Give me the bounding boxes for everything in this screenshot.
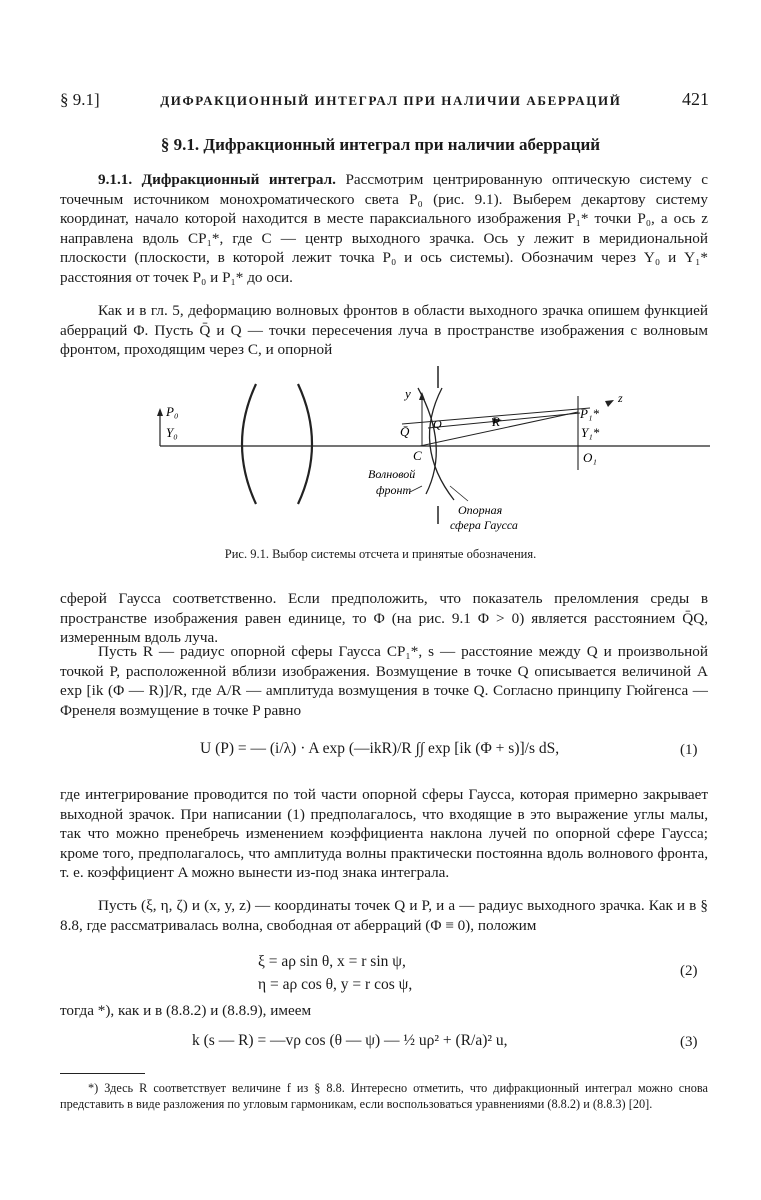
header-section: § 9.1]: [60, 90, 100, 109]
label-z: z: [618, 391, 623, 405]
paragraph-7: тогда *), как и в (8.8.2) и (8.8.9), имеем: [60, 1002, 312, 1019]
equation-3: k (s — R) = —vρ cos (θ — ψ) — ½ uρ² + (R/a)² u,: [192, 1032, 508, 1049]
figure-9-1: [150, 366, 730, 544]
equation-1: U (P) = — (i/λ) · A exp (—ikR)/R ∫∫ exp [ik (Φ + s)]/s dS,: [200, 740, 560, 757]
running-header: [60, 89, 709, 111]
paragraph-2: Как и в гл. 5, деформацию волновых фронтов в области выходного зрачка опишем функцией аберраций Φ. Пусть Q̄ и Q — точки пересечения луча в пространстве изображения с волновым фронтом, проходящим через C, и опорной: [60, 302, 708, 359]
wavefront-curve: [418, 388, 436, 494]
reference-sphere-curve: [430, 388, 455, 500]
paragraph-4: Пусть R — радиус опорной сферы Гаусса CP₁*, s — расстояние между Q и произвольной точкой P, расположенной вблизи изображения. Возмущение в точке Q описывается величиной A exp [ik (Φ — R)]/R, где A/R — амплитуда возмущения в точке Q. Согласно принципу Гюйгенса — Френеля возмущение в точке P равно: [60, 643, 708, 719]
object-arrow-head: [157, 408, 163, 416]
paragraph-3: сферой Гаусса соответственно. Если предположить, что показатель преломления среды в пространстве изображения равен единице, то Φ (на рис. 9.1 Φ > 0) является расстоянием Q̄Q, измеренным вдоль луча.: [60, 590, 708, 647]
lens-right-surface: [298, 384, 312, 504]
label-y0: Y₀: [166, 425, 178, 440]
equation-3-number: (3): [680, 1034, 698, 1050]
label-o1: O₁: [583, 450, 597, 465]
equation-2-line-1: ξ = aρ sin θ, x = r sin ψ,: [258, 953, 406, 970]
label-c: C: [413, 448, 422, 463]
equation-2: [258, 950, 412, 996]
label-qbar: Q̄: [400, 424, 410, 439]
label-y: y: [405, 386, 411, 401]
wavefront-callout: [410, 486, 422, 492]
section-title: § 9.1. Дифракционный интеграл при наличии аберраций: [160, 135, 601, 154]
equation-2-number: (2): [680, 963, 698, 979]
label-p0: P₀: [166, 404, 179, 419]
label-p1: P₁*: [580, 406, 599, 421]
figure-caption: Рис. 9.1. Выбор системы отсчета и принятые обозначения.: [224, 547, 537, 561]
paragraph-6: Пусть (ξ, η, ζ) и (x, y, z) — координаты точек Q и P, и a — радиус выходного зрачка. Как и в § 8.8, где рассматривалась волна, свободная от аберраций (Φ ≡ 0), положим: [60, 897, 708, 934]
footnote-rule: [60, 1073, 145, 1074]
label-sphere1: Опорная: [458, 503, 503, 517]
label-wave1: Волновой: [368, 467, 416, 481]
paragraph-1: [60, 170, 708, 288]
label-y1: Y₁*: [581, 425, 600, 440]
label-r: R: [492, 414, 500, 429]
paragraph-1-text: Рассмотрим центрированную оптическую систему с точечным источником монохроматического света P₀ (рис. 9.1). Выберем декартову систему координат, начало которой находится в месте параксиального изображения P₁* точки P₀, а ось z направлена вдоль CP₁*, где C — центр выходного зрачка. Ось y лежит в меридиональной плоскости (плоскости, в которой лежит точка P₀ и ось системы). Обозначим через Y₀ и Y₁* расстояния от точек P₀ и P₁* до оси.: [60, 171, 708, 286]
header-title: ДИФРАКЦИОННЫЙ ИНТЕГРАЛ ПРИ НАЛИЧИИ АБЕРРАЦИЙ: [160, 93, 622, 108]
lens-left-surface: [242, 384, 256, 504]
footnote: *) Здесь R соответствует величине f из § 8.8. Интересно отметить, что дифракционный интеграл можно снова представить в виде разложения по угловым гармоникам, если воспользоваться уравнениями (8.8.2) и (8.8.3) [20].: [60, 1081, 708, 1111]
page-number: 421: [682, 89, 709, 109]
subsection-heading: 9.1.1. Дифракционный интеграл.: [98, 171, 336, 188]
label-wave2: фронт: [376, 483, 412, 497]
equation-1-number: (1): [680, 742, 698, 758]
z-axis-head: [605, 400, 614, 407]
paragraph-5: где интегрирование проводится по той части опорной сферы Гаусса, которая примерно закрывает выходной зрачок. При написании (1) предполагалось, что входящие в это выражение углы малы, так что можно пренебречь изменением коэффициента наклона лучей по опорной сфере Гаусса; кроме того, предполагалось, что амплитуда волны практически постоянна вдоль волнового фронта, т. е. коэффициент A можно вынести из-под знака интеграла.: [60, 786, 708, 882]
equation-2-line-2: η = aρ cos θ, y = r cos ψ,: [258, 976, 413, 993]
label-q: Q: [433, 417, 442, 431]
label-sphere2: сфера Гаусса: [450, 518, 518, 532]
